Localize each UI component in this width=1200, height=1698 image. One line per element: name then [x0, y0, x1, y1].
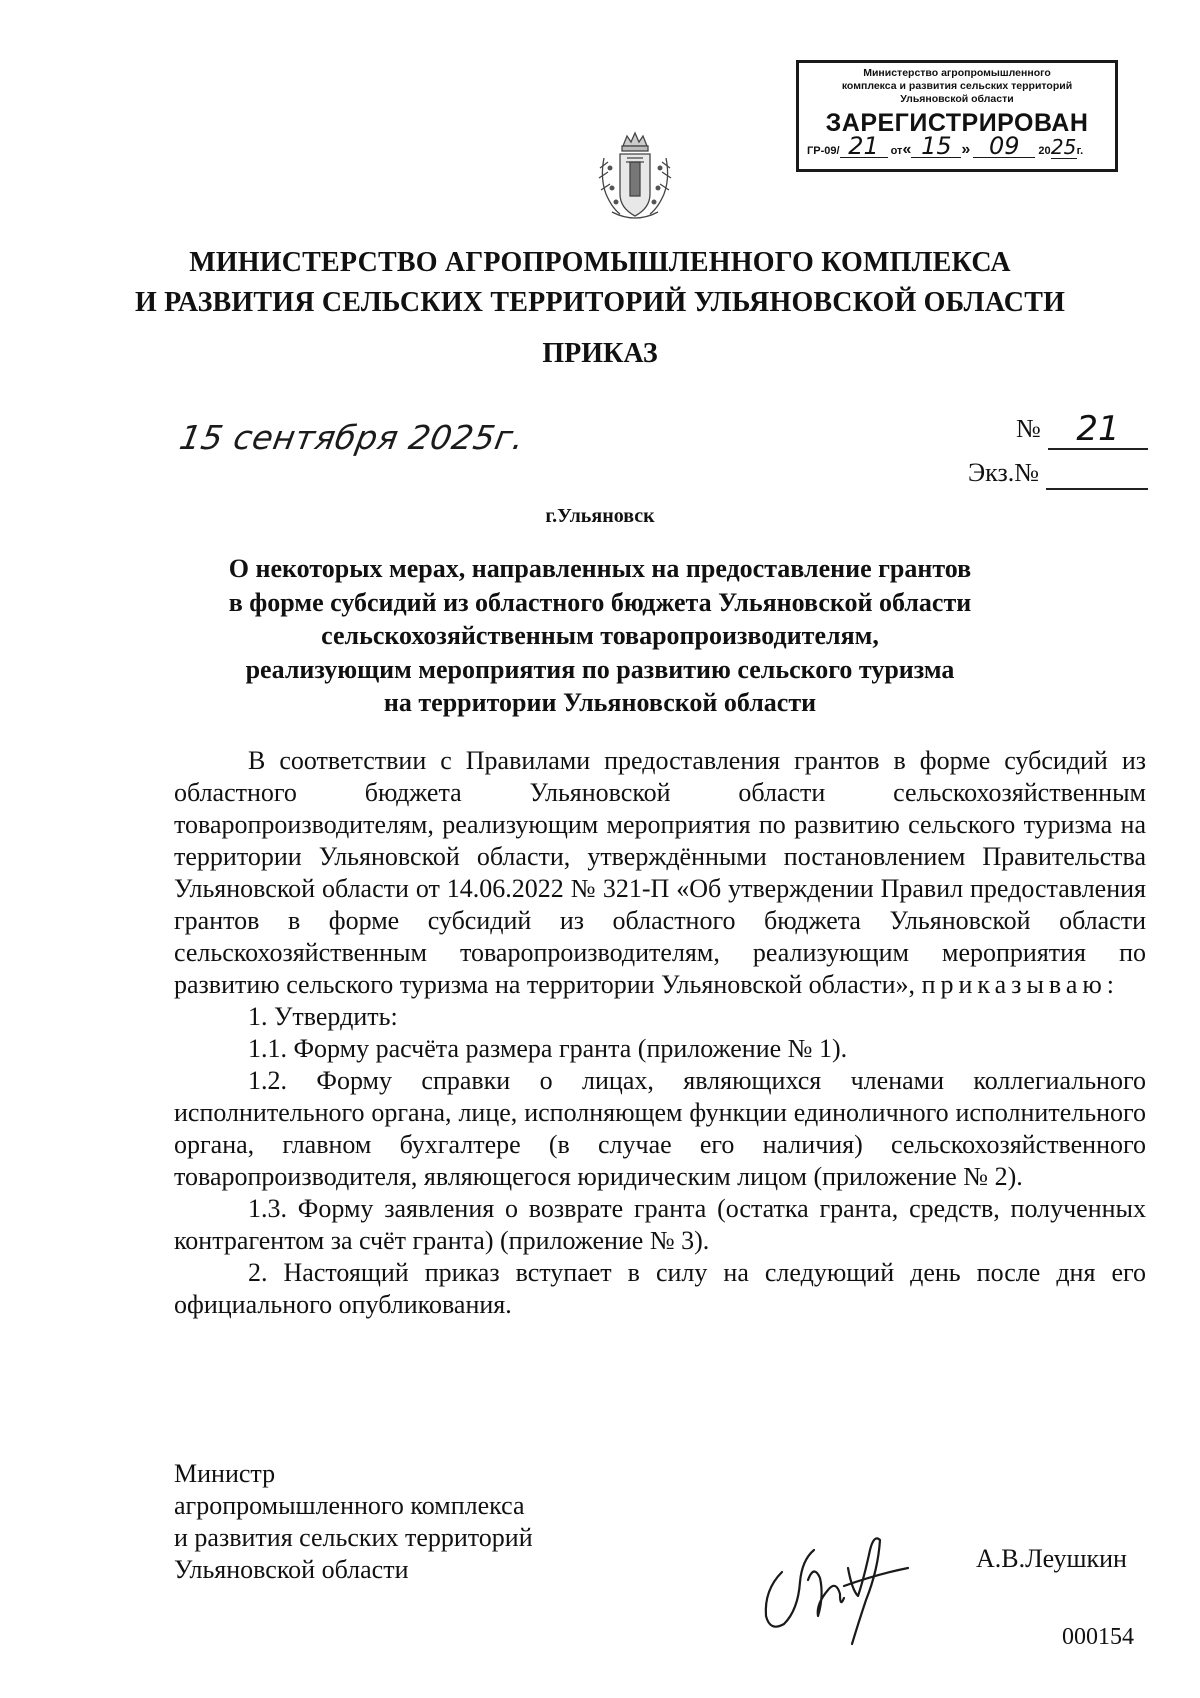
registration-stamp [796, 60, 1118, 172]
stamp-org-line: Ульяновской области [900, 93, 1014, 105]
subject-line: на территории Ульяновской области [383, 688, 817, 717]
stamp-month: 09 [973, 135, 1035, 158]
ministry-title-line: МИНИСТЕРСТВО АГРОПРОМЫШЛЕННОГО КОМПЛЕКСА [189, 247, 1011, 278]
signatory-position [174, 1458, 634, 1586]
order-subject [0, 552, 1200, 720]
item-1: 1. Утвердить: [248, 1002, 398, 1031]
document-type: ПРИКАЗ [542, 338, 658, 369]
stamp-title: ЗАРЕГИСТРИРОВАН [825, 109, 1089, 137]
preamble-paragraph [174, 745, 1146, 1001]
document-serial-number: 000154 [1062, 1624, 1134, 1650]
position-line: Министр [174, 1459, 276, 1488]
stamp-year-suffix: 25 [1050, 135, 1077, 159]
order-body [174, 745, 1146, 1321]
handwritten-date: 15 сентября 2025г. [176, 418, 528, 457]
item-1-2: 1.2. Форму справки о лицах, являющихся членами коллегиального исполнительного органа, лице, исполняющем функции единоличного исполнительного органа, главном бухгалтере (в случае его наличия) сельскохозяйственного товаропроизводителя, являющегося юридическим лицом (приложение № 2). [174, 1066, 1146, 1191]
coat-of-arms-icon [596, 128, 674, 224]
stamp-org-line: комплекса и развития сельских территорий [841, 80, 1073, 92]
stamp-day: 15 [911, 135, 961, 158]
preamble-text: В соответствии с Правилами предоставления грантов в форме субсидий из областного бюджета Ульяновской области сельскохозяйственным товаропроизводителям, реализующим мероприятия по развитию сельского туризма на территории Ульяновской области, утверждёнными постановлением Правительства Ульяновской области от 14.06.2022 № 321-П «Об утверждении Правил предоставления грантов в форме субсидий из областного бюджета Ульяновской области сельскохозяйственным товаропроизводителям, реализующим мероприятия по развитию сельского туризма на территории Ульяновской области», [174, 746, 1146, 999]
copy-number-label: Экз.№ [968, 458, 1040, 487]
item-1-3: 1.3. Форму заявления о возврате гранта (остатка гранта, средств, полученных контрагентом за счёт гранта) (приложение № 3). [174, 1194, 1146, 1255]
ministry-title-line: И РАЗВИТИЯ СЕЛЬСКИХ ТЕРРИТОРИЙ УЛЬЯНОВСКОЙ ОБЛАСТИ [134, 287, 1066, 318]
item-2: 2. Настоящий приказ вступает в силу на следующий день после дня его официального опубликования. [174, 1258, 1146, 1319]
subject-line: в форме субсидий из областного бюджета Ульяновской области [228, 587, 972, 617]
subject-line: О некоторых мерах, направленных на предоставление грантов [228, 554, 972, 583]
position-line: и развития сельских территорий [174, 1523, 533, 1552]
copy-number-blank [1046, 488, 1148, 490]
stamp-year-mark: г. [1076, 145, 1084, 157]
order-number-label: № [1016, 414, 1041, 443]
stamp-org-line: Министерство агропромышленного [863, 67, 1051, 79]
stamp-reg-number: 21 [840, 135, 888, 158]
subject-line: реализующим мероприятия по развитию сельского туризма [245, 654, 955, 684]
stamp-prefix: ГР-09/ [807, 145, 840, 157]
signer-name: А.В.Леушкин [976, 1544, 1127, 1573]
ministry-title [0, 243, 1200, 323]
stamp-registration-line: ГР-09/ 21 от« 15 » 09 2025г. [807, 132, 1084, 160]
handwritten-signature [748, 1520, 928, 1650]
stamp-organization [799, 63, 1115, 106]
order-word: приказываю: [921, 970, 1120, 999]
stamp-from: от [890, 145, 903, 157]
position-line: Ульяновской области [174, 1555, 409, 1584]
position-line: агропромышленного комплекса [174, 1491, 525, 1520]
stamp-year-prefix: 20 [1038, 145, 1051, 157]
subject-line: сельскохозяйственным товаропроизводителям, [321, 621, 879, 650]
city: г.Ульяновск [545, 505, 655, 527]
order-number-value: 21 [1048, 410, 1148, 450]
item-1-1: 1.1. Форму расчёта размера гранта (приложение № 1). [248, 1034, 848, 1063]
